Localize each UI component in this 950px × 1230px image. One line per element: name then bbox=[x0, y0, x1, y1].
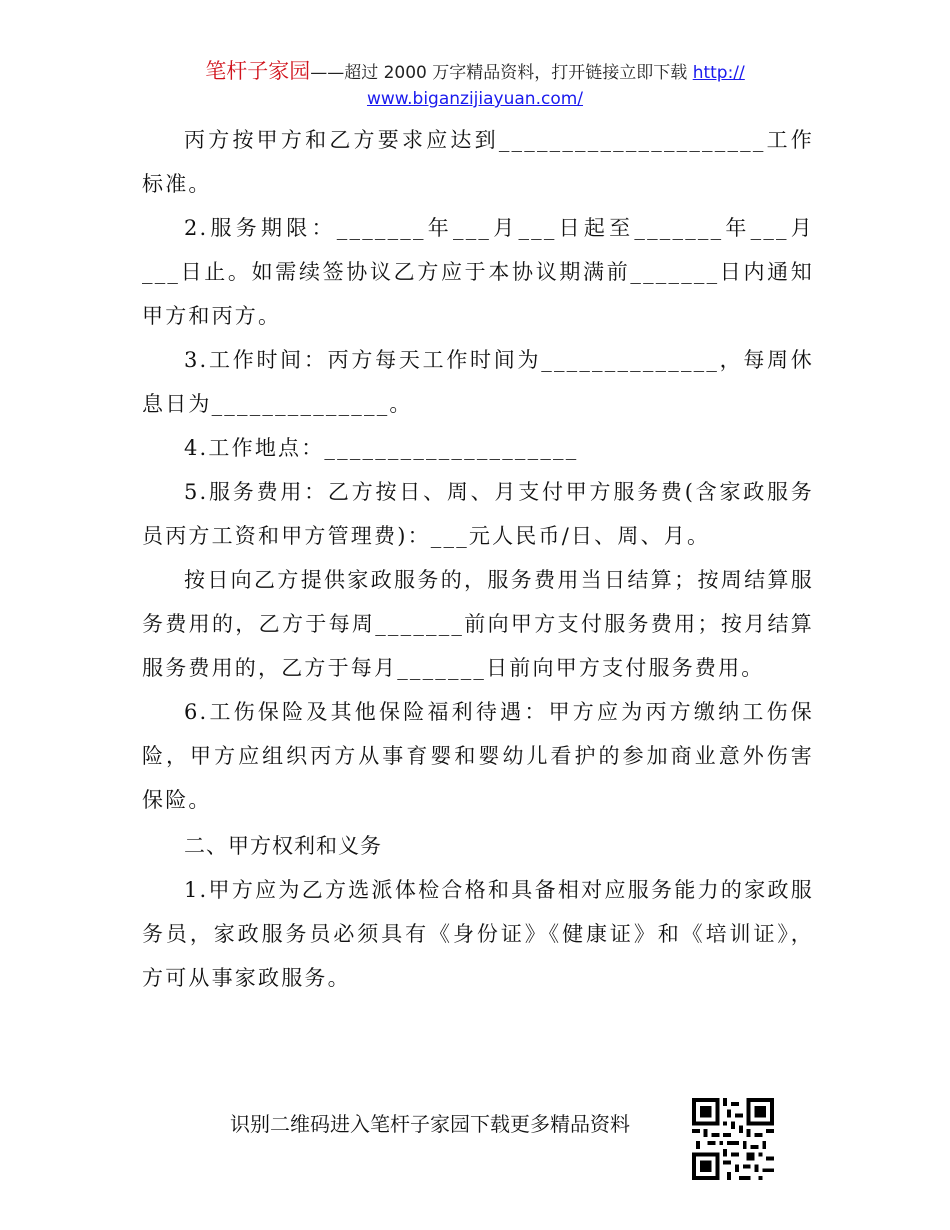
site-link-part2[interactable]: www.biganzijiayuan.com/ bbox=[366, 89, 584, 109]
tagline: ——超过 2000 万字精品资料，打开链接立即下载 bbox=[310, 63, 693, 83]
paragraph-service-period: 2.服务期限：_______年___月___日起至_______年___月___日止。如需续签协议乙方应于本协议期满前_______日内通知甲方和丙方。 bbox=[142, 216, 814, 328]
footer-text: 识别二维码进入笔杆子家园下载更多精品资料 bbox=[230, 1112, 630, 1136]
site-name: 笔杆子家园 bbox=[205, 59, 311, 83]
paragraph-party-a-duty-1: 1.甲方应为乙方选派体检合格和具备相对应服务能力的家政服务员，家政服务员必须具有《身份证》《健康证》和《培训证》，方可从事家政服务。 bbox=[142, 878, 814, 990]
header-line-2 bbox=[0, 86, 950, 112]
page-header bbox=[0, 58, 950, 112]
paragraph-settlement: 按日向乙方提供家政服务的，服务费用当日结算；按周结算服务费用的，乙方于每周_______前向甲方支付服务费用；按月结算服务费用的，乙方于每月_______日前向甲方支付服务费用。 bbox=[142, 568, 814, 680]
paragraph-work-time: 3.工作时间：丙方每天工作时间为______________，每周休息日为______________。 bbox=[142, 348, 814, 416]
site-link-part1[interactable]: http:// bbox=[692, 63, 745, 83]
document-body bbox=[142, 118, 814, 1000]
header-line-1 bbox=[0, 58, 950, 86]
paragraph-service-fee: 5.服务费用：乙方按日、周、月支付甲方服务费(含家政服务员丙方工资和甲方管理费)：___元人民币/日、周、月。 bbox=[142, 480, 814, 548]
paragraph-insurance: 6.工伤保险及其他保险福利待遇：甲方应为丙方缴纳工伤保险，甲方应组织丙方从事育婴和婴幼儿看护的参加商业意外伤害保险。 bbox=[142, 700, 814, 812]
paragraph-work-location: 4.工作地点：____________________ bbox=[184, 436, 579, 460]
paragraph-work-standard: 丙方按甲方和乙方要求应达到_____________________工作标准。 bbox=[142, 128, 814, 196]
qr-code-icon[interactable] bbox=[692, 1098, 774, 1180]
section-heading: 二、甲方权利和义务 bbox=[184, 834, 382, 858]
